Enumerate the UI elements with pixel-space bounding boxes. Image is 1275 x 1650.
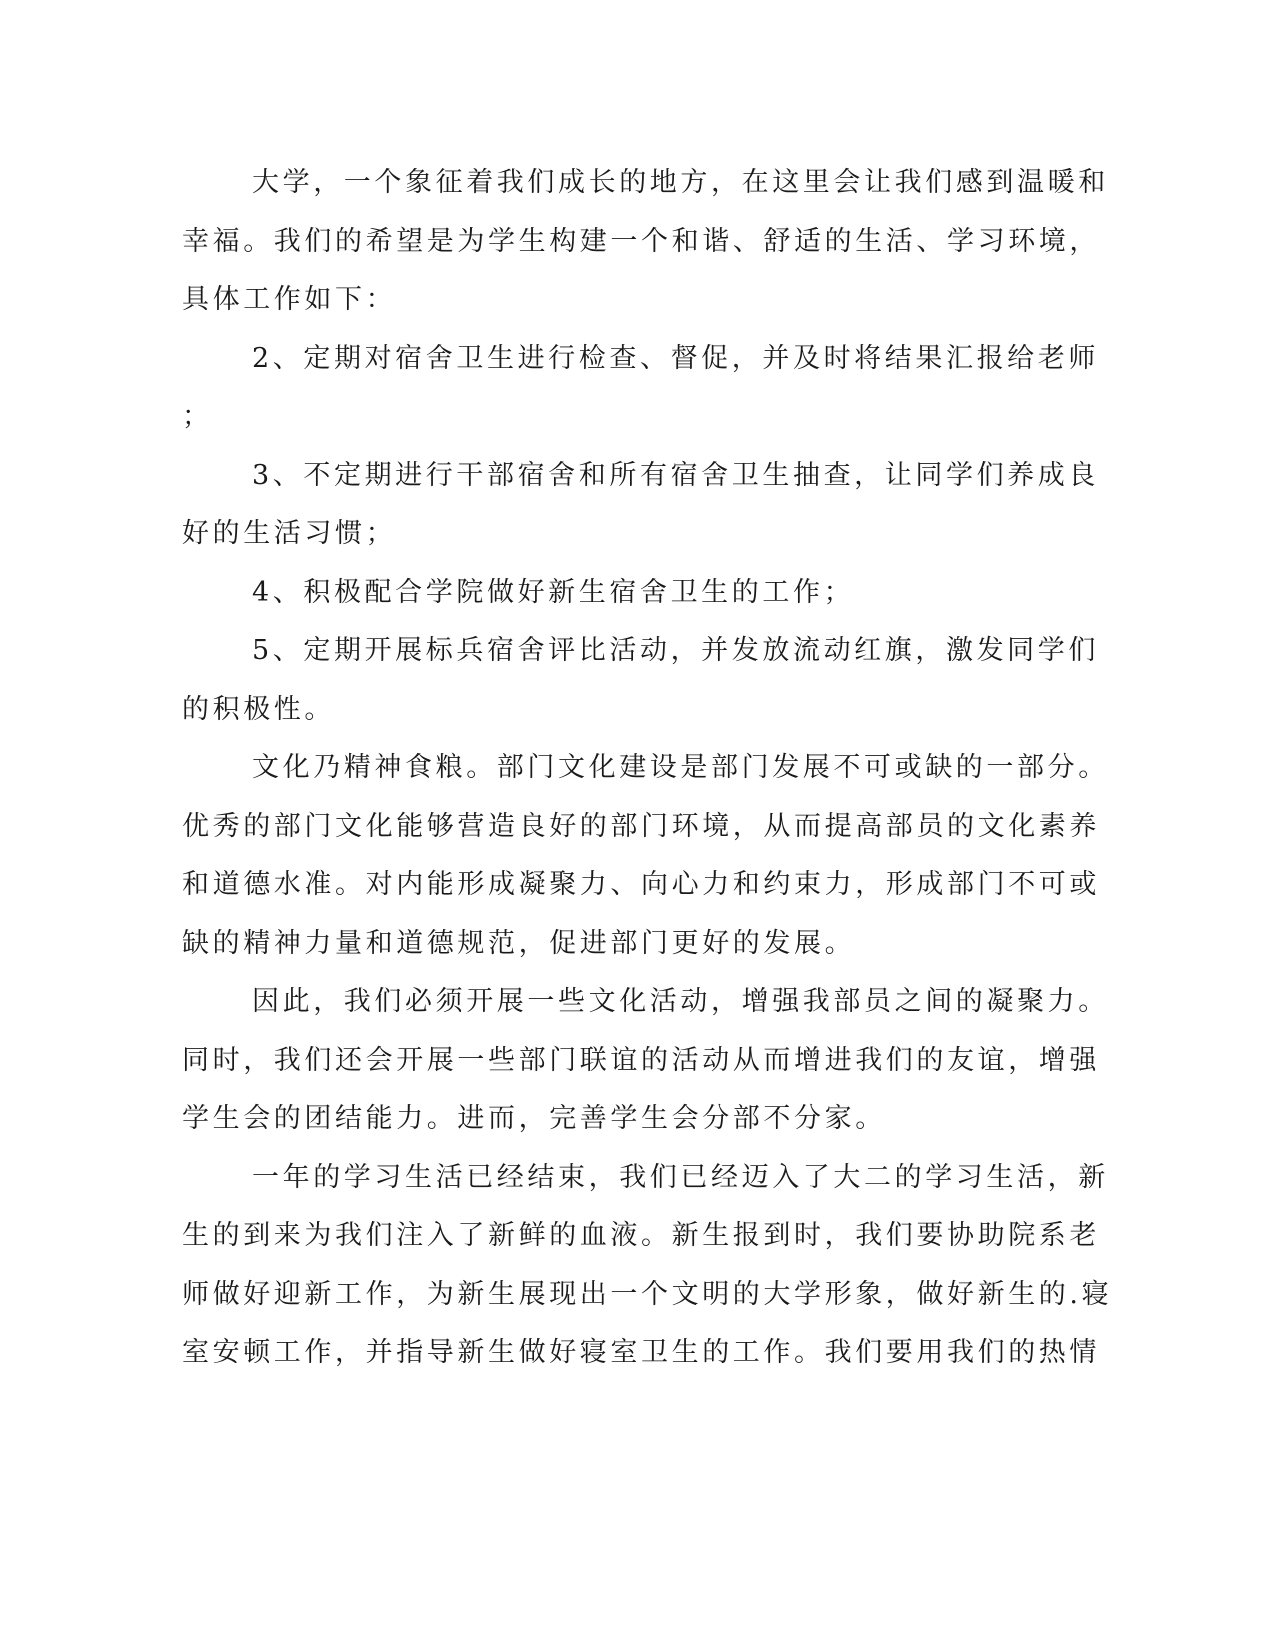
text-line: 文化乃精神食粮。部门文化建设是部门发展不可或缺的一部分。 [252,752,1109,783]
paragraph-item-4 [182,564,1032,623]
text-line: 缺的精神力量和道德规范，促进部门更好的发展。 [182,927,856,959]
text-line: 因此，我们必须开展一些文化活动，增强我部员之间的凝聚力。 [252,986,1109,1017]
text-line: 一年的学习生活已经结束，我们已经迈入了大二的学习生活，新 [252,1161,1109,1193]
text-line: 具体工作如下： [182,284,397,315]
text-line: 3、不定期进行干部宿舍和所有宿舍卫生抽查，让同学们养成良 [252,459,1099,491]
text-line: 学生会的团结能力。进而，完善学生会分部不分家。 [182,1103,886,1134]
paragraph-item-3 [182,447,1099,564]
paragraph-item-5 [182,622,1099,739]
paragraph-item-2 [182,330,1099,447]
text-line: 5、定期开展标兵宿舍评比活动，并发放流动红旗，激发同学们 [252,635,1099,666]
text-line: 2、定期对宿舍卫生进行检查、督促，并及时将结果汇报给老师 [252,342,1099,374]
text-line: 好的生活习惯； [182,518,397,549]
paragraph-activities [182,973,1109,1149]
text-line: 幸福。我们的希望是为学生构建一个和谐、舒适的生活、学习环境， [182,225,1100,257]
text-line: 和道德水准。对内能形成凝聚力、向心力和约束力，形成部门不可或 [182,869,1100,900]
paragraph-culture [182,739,1109,973]
text-line: 大学，一个象征着我们成长的地方，在这里会让我们感到温暖和 [252,167,1109,198]
text-line: 优秀的部门文化能够营造良好的部门环境，从而提高部员的文化素养 [182,810,1100,842]
document-body [182,154,1113,1383]
text-line: ； [182,401,213,432]
text-line: 师做好迎新工作，为新生展现出一个文明的大学形象，做好新生的.寝 [182,1278,1113,1310]
text-line: 4、积极配合学院做好新生宿舍卫生的工作； [252,576,855,608]
text-line: 室安顿工作，并指导新生做好寝室卫生的工作。我们要用我们的热情 [182,1337,1100,1368]
text-line: 的积极性。 [182,693,335,725]
paragraph-intro [182,154,1109,330]
text-line: 生的到来为我们注入了新鲜的血液。新生报到时，我们要协助院系老 [182,1220,1100,1251]
paragraph-new-students [182,1149,1113,1383]
text-line: 同时，我们还会开展一些部门联谊的活动从而增进我们的友谊，增强 [182,1044,1100,1076]
